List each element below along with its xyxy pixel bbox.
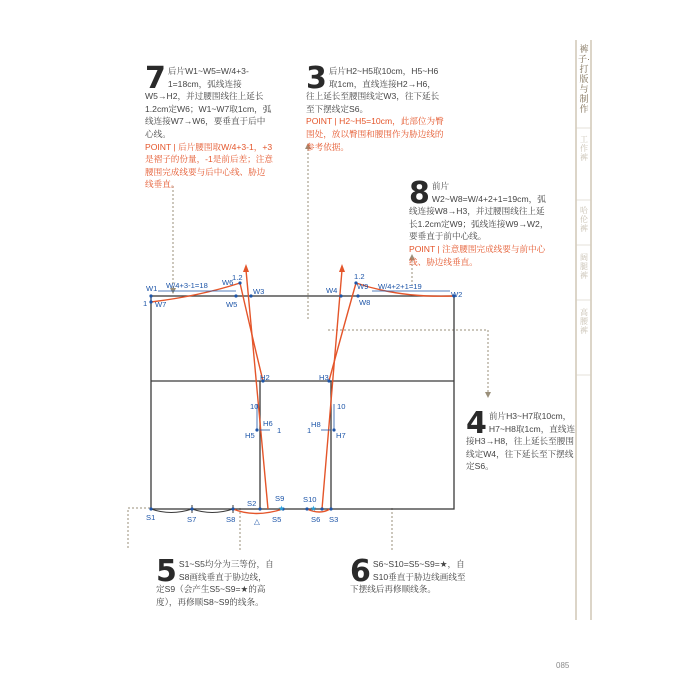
- label-one-w6: 1.2: [232, 273, 243, 282]
- page-number: 085: [556, 661, 570, 670]
- label-w7: W7: [155, 300, 167, 309]
- red-arrowheads: [243, 264, 345, 272]
- label-w2: W2: [451, 290, 463, 299]
- label-ten-left: 10: [250, 402, 259, 411]
- label-star-left: ★: [278, 504, 285, 513]
- label-h8: H8: [311, 420, 321, 429]
- label-w1: W1: [146, 284, 158, 293]
- pattern-points: [149, 278, 455, 510]
- note-7-number: 7: [145, 61, 166, 96]
- note-7-text: 后片W1~W5=W/4+3-1=18cm，弧线连接W5→H2，并过腰围线往上延长1.2cm定W6；W1~W7取1cm，弧线连接W7→W6，要垂直于后中心线。: [145, 66, 272, 139]
- label-s10: S10: [303, 495, 317, 504]
- note-5-text: S1~S5均分为三等份，自S8画线垂直于胁边线，定S9（会产生S5~S9=★的高度），再修顺S8~S9的线条。: [156, 559, 274, 607]
- label-w5: W5: [226, 300, 238, 309]
- label-w8: W8: [359, 298, 371, 307]
- sidebar-title: 裤子·打版与制作: [578, 44, 590, 114]
- note-step-8: [409, 176, 549, 268]
- sidebar-item-harem[interactable]: 哈伦裤: [580, 206, 588, 233]
- pattern-frame: [151, 296, 454, 509]
- label-h2: H2: [260, 373, 270, 382]
- label-s2: S2: [247, 499, 257, 508]
- note-4-number: 4: [466, 406, 487, 441]
- note-step-6: [350, 554, 472, 596]
- note-6-number: 6: [350, 554, 371, 589]
- note-7-point: POINT | 后片腰围取W/4+3-1，+3是褶子的份量，-1是前后差；注意腰围完成线要与后中心线、胁边线垂直。: [145, 141, 273, 190]
- label-ten-right: 10: [337, 402, 346, 411]
- note-step-7: [145, 61, 273, 191]
- note-8-text: 前片W2~W8=W/4+2+1=19cm，弧线连接W8→H3，并过腰围线往上延长1.2cm定W9；弧线连接W9→W2，要垂直于前中心线。: [409, 181, 549, 242]
- note-8-number: 8: [409, 176, 430, 211]
- label-s1: S1: [146, 513, 156, 522]
- sidebar-item-workpants[interactable]: 工作裤: [580, 135, 588, 162]
- label-h5: H5: [245, 431, 255, 440]
- label-w3: W3: [253, 287, 265, 296]
- label-w9: W9: [357, 282, 369, 291]
- sidebar-item-wideleg[interactable]: 阔腿裤: [580, 253, 588, 280]
- label-s9: S9: [275, 494, 285, 503]
- label-one-left: 1: [143, 299, 148, 308]
- label-triangle: △: [254, 517, 260, 526]
- note-3-point: POINT | H2~H5=10cm，此部位为臀围处，放以臀围和腰围作为胁边线的参考依据。: [306, 116, 444, 152]
- note-step-5: [156, 554, 274, 608]
- note-4-text: 前片H3~H7取10cm，H7~H8取1cm，直线连接H3→H8，往上延长至腰围线定W4，往下延长至下摆线定S6。: [466, 411, 576, 472]
- label-s5: S5: [272, 515, 282, 524]
- note-6-text: S6~S10=S5~S9=★，自S10垂直于胁边线画线至下摆线后再修顺线条。: [350, 559, 466, 595]
- label-front-waist: W/4+2+1=19: [378, 282, 422, 291]
- label-s3: S3: [329, 515, 339, 524]
- label-s7: S7: [187, 515, 197, 524]
- note-3-text: 后片H2~H5取10cm，H5~H6取1cm，直线连接H2→H6，往上延长至腰围线定W3，往下延长至下摆线定S6。: [306, 66, 440, 114]
- label-one-h8: 1: [307, 426, 312, 435]
- label-one-h6: 1: [277, 426, 282, 435]
- label-h3: H3: [319, 373, 329, 382]
- note-5-number: 5: [156, 554, 177, 589]
- note-8-point: POINT | 注意腰围完成线要与前中心线、胁边线垂直。: [409, 243, 546, 267]
- label-s6: S6: [311, 515, 321, 524]
- label-star-right: ★: [310, 504, 317, 513]
- label-back-waist: W/4+3-1=18: [166, 281, 208, 290]
- label-h7: H7: [336, 431, 346, 440]
- dimension-lines: [151, 291, 450, 430]
- note-3-number: 3: [306, 61, 327, 96]
- label-s8: S8: [226, 515, 236, 524]
- label-w6: W6: [222, 278, 234, 287]
- label-h6: H6: [263, 419, 273, 428]
- label-one-w9: 1.2: [354, 272, 365, 281]
- sidebar-item-highwaist[interactable]: 高腰裤: [580, 308, 588, 335]
- red-lines: [151, 270, 454, 514]
- label-w4: W4: [326, 286, 338, 295]
- note-step-3: [306, 61, 444, 153]
- note-step-4: [466, 406, 576, 473]
